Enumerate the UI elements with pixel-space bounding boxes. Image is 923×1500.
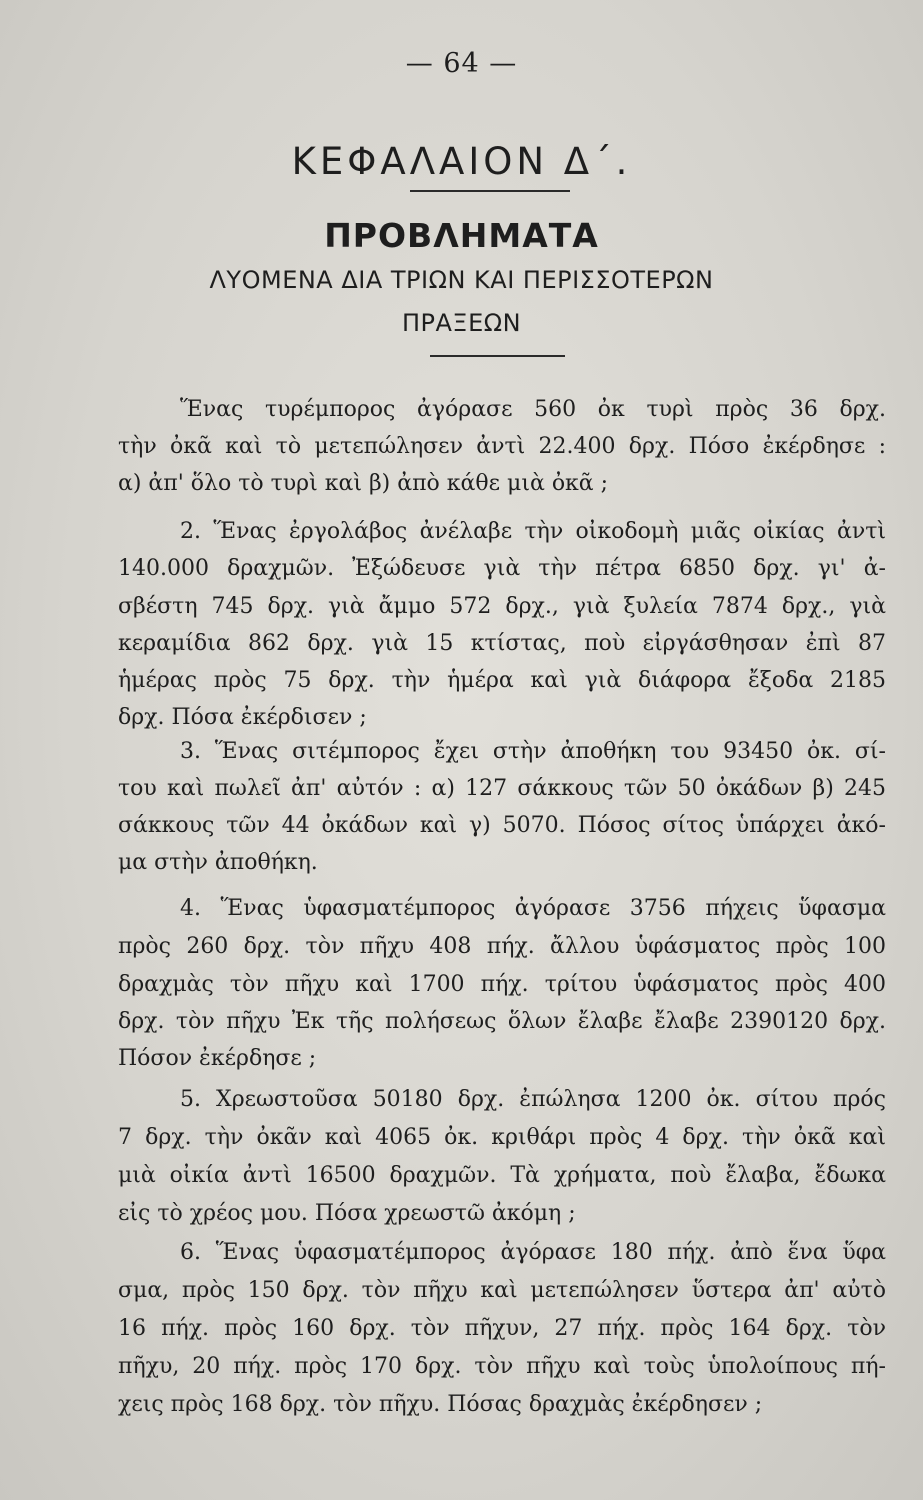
problem-1-line-3: α) ἀπ' ὅλο τὸ τυρὶ καὶ β) ἀπὸ κάθε μιὰ ὀκᾶ ;	[118, 471, 609, 496]
problem-4-line-4: δρχ. τὸν πῆχυ Ἐκ τῆς πολήσεως ὅλων ἔλαβε ἔλαβε 2390120 δρχ.	[118, 1009, 886, 1034]
heading-divider	[410, 190, 570, 192]
section-title: ΠΡΟΒΛΗΜΑΤΑ	[324, 216, 599, 255]
problem-3-line-1: 3. Ἕνας σιτέμπορος ἔχει στὴν ἀποθήκη του 93450 ὀκ. σί-	[180, 739, 886, 764]
subtitle-divider	[430, 355, 565, 357]
section-subtitle-line-2: ΠΡΑΞΕΩΝ	[401, 309, 522, 337]
problem-5-line-4: εἰς τὸ χρέος μου. Πόσα χρεωστῶ ἀκόμη ;	[118, 1201, 576, 1226]
problem-6-line-3: 16 πήχ. πρὸς 160 δρχ. τὸν πῆχυν, 27 πήχ. πρὸς 164 δρχ. τὸν	[118, 1316, 886, 1341]
problem-1-line-2: τὴν ὀκᾶ καὶ τὸ μετεπώλησεν ἀντὶ 22.400 δρχ. Πόσο ἐκέρδησε :	[118, 434, 886, 459]
section-subtitle-line-1: ΛΥΟΜΕΝΑ ΔΙΑ ΤΡΙΩΝ ΚΑΙ ΠΕΡΙΣΣΟΤΕΡΩΝ	[209, 266, 714, 294]
problem-4-line-2: πρὸς 260 δρχ. τὸν πῆχυ 408 πήχ. ἄλλου ὑφάσματος πρὸς 100	[118, 934, 886, 959]
problem-5-line-3: μιὰ οἰκία ἀντὶ 16500 δραχμῶν. Τὰ χρήματα, ποὺ ἔλαβα, ἔδωκα	[118, 1163, 886, 1188]
problem-2-line-2: 140.000 δραχμῶν. Ἐξώδευσε γιὰ τὴν πέτρα 6850 δρχ. γι' ἀ-	[118, 556, 886, 581]
problem-4-line-1: 4. Ἕνας ὑφασματέμπορος ἀγόρασε 3756 πήχεις ὕφασμα	[180, 896, 886, 921]
problem-5-line-2: 7 δρχ. τὴν ὀκᾶν καὶ 4065 ὀκ. κριθάρι πρὸς 4 δρχ. τὴν ὀκᾶ καὶ	[118, 1125, 886, 1150]
problem-2-line-3: σβέστη 745 δρχ. γιὰ ἄμμο 572 δρχ., γιὰ ξυλεία 7874 δρχ., γιὰ	[118, 594, 886, 619]
problem-6-line-5: χεις πρὸς 168 δρχ. τὸν πῆχυ. Πόσας δραχμὰς ἐκέρδησεν ;	[118, 1392, 763, 1417]
chapter-heading: ΚΕΦΑΛΑΙΟΝ Δ΄.	[291, 140, 632, 183]
problem-2-line-4: κεραμίδια 862 δρχ. γιὰ 15 κτίστας, ποὺ εἰργάσθησαν ἐπὶ 87	[118, 631, 886, 656]
page-number: — 64 —	[405, 48, 518, 79]
problem-3-line-3: σάκκους τῶν 44 ὀκάδων καὶ γ) 5070. Πόσος σίτος ὑπάρχει ἀκό-	[118, 813, 886, 838]
problem-4-line-3: δραχμὰς τὸν πῆχυ καὶ 1700 πήχ. τρίτου ὑφάσματος πρὸς 400	[118, 972, 886, 997]
problem-2-line-1: 2. Ἕνας ἐργολάβος ἀνέλαβε τὴν οἰκοδομὴ μιᾶς οἰκίας ἀντὶ	[180, 519, 886, 544]
problem-6-line-2: σμα, πρὸς 150 δρχ. τὸν πῆχυ καὶ μετεπώλησεν ὕστερα ἀπ' αὐτὸ	[118, 1278, 886, 1303]
problem-1-line-1: Ἕνας τυρέμπορος ἀγόρασε 560 ὀκ τυρὶ πρὸς 36 δρχ.	[180, 397, 886, 422]
problem-5-line-1: 5. Χρεωστοῦσα 50180 δρχ. ἐπώλησα 1200 ὀκ. σίτου πρός	[180, 1087, 886, 1112]
problem-4-line-5: Πόσον ἐκέρδησε ;	[118, 1046, 317, 1071]
problem-3-line-2: του καὶ πωλεῖ ἀπ' αὐτόν : α) 127 σάκκους τῶν 50 ὀκάδων β) 245	[118, 776, 886, 801]
problem-2-line-5: ἡμέρας πρὸς 75 δρχ. τὴν ἡμέρα καὶ γιὰ διάφορα ἔξοδα 2185	[118, 668, 886, 693]
problem-2-line-6: δρχ. Πόσα ἐκέρδισεν ;	[118, 705, 367, 730]
problem-6-line-4: πῆχυ, 20 πήχ. πρὸς 170 δρχ. τὸν πῆχυ καὶ τοὺς ὑπολοίπους πή-	[118, 1354, 886, 1379]
problem-3-line-4: μα στὴν ἀποθήκη.	[118, 850, 318, 875]
problem-6-line-1: 6. Ἕνας ὑφασματέμπορος ἀγόρασε 180 πήχ. ἀπὸ ἕνα ὕφα	[180, 1240, 886, 1265]
